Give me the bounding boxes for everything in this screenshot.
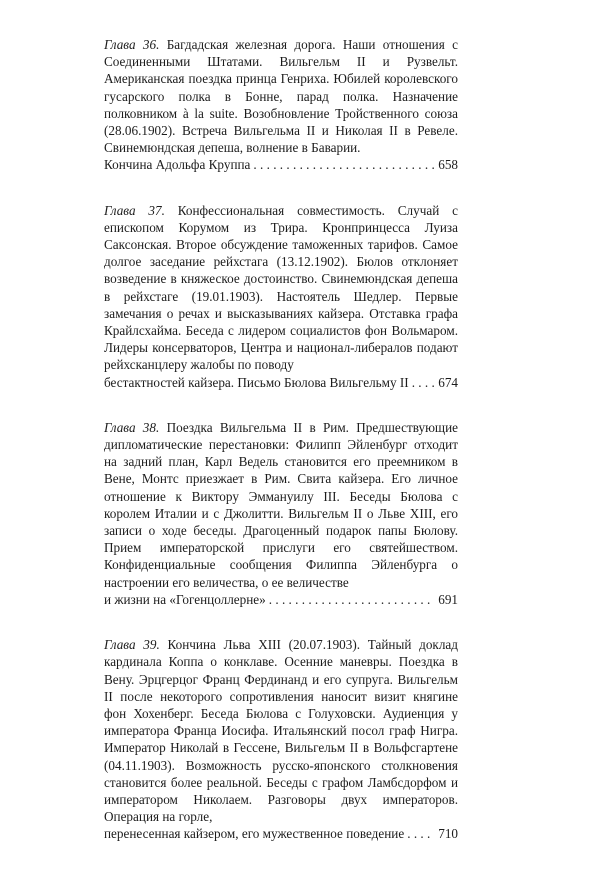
chapter-label: Глава 36. [104, 37, 160, 52]
chapter-label: Глава 38. [104, 419, 160, 435]
chapter-description-end: бестактностей кайзера. Письмо Бюлова Вильгельму II [104, 374, 409, 390]
toc-entry [104, 202, 458, 391]
toc-entry-body [104, 202, 458, 374]
dot-leader [250, 156, 434, 173]
chapter-description-end: и жизни на «Гогенцоллерне» [104, 591, 266, 607]
toc-entry-body [104, 36, 458, 156]
chapter-description-end: перенесенная кайзером, его мужественное поведение [104, 826, 405, 842]
toc-entry [104, 419, 458, 608]
chapter-description: Поездка Вильгельма II в Рим. Предшествующие дипломатические перестановки: Филипп Эйленбург отходит на задний план, Карл Ведель становится его преемником в Вене, Монтс приезжает в Рим. Свита кайзера. Его личное отношение к Виктору Эммануилу III. Беседы Бюлова с королем Италии и с Джолитти. Вильгельм II о Льве XIII, его записи о ходе беседы. Драгоценный подарок папы Бюлову. Прием императорской прислуги его святейшеством. Конфиденциальные сообщения Филиппа Эйленбурга о настроении его величества, о ее величестве [104, 419, 458, 590]
chapter-label: Глава 37. [104, 202, 165, 218]
toc-entry [104, 36, 458, 174]
toc-entry-last-line [104, 825, 458, 842]
dot-leader [404, 825, 434, 842]
dot-leader [266, 591, 434, 608]
chapter-description: Багдадская железная дорога. Наши отношения с Соединенными Штатами. Вильгельм II и Рузвельт. Американская поездка принца Генриха. Юбилей королевского гусарского полка в Бонне, парад полка. Назначение полковником à la suite. Возобновление Тройственного союза (28.06.1902). Встреча Вильгельма II и Николая II в Ревеле. Свинемюндская депеша, волнение в Баварии. [104, 37, 459, 156]
toc-entry-last-line [104, 591, 458, 608]
chapter-label: Глава 39. [104, 637, 160, 653]
page-number: 691 [438, 591, 458, 607]
chapter-description: Конфессиональная совместимость. Случай с епископом Корумом из Трира. Кронпринцесса Луиза Саксонская. Второе обсуждение таможенных тарифов. Самое долгое заседание рейхстага (13.12.1902). Бюлов отклоняет возведение в княжеское достоинство. Свинемюндская депеша в рейхстаге (19.01.1903). Настоятель Шедлер. Первые замечания о речах и высказываниях кайзера. Отставка графа Крайлсхайма. Беседа с лидером социалистов фон Вольмаром. Лидеры консерваторов, Центра и национал-либералов подают рейхсканцлеру жалобы по поводу [104, 202, 458, 373]
page-number: 674 [438, 374, 458, 390]
toc-entry-body [104, 419, 458, 591]
table-of-contents [104, 36, 458, 871]
chapter-description-end: Кончина Адольфа Круппа [104, 157, 251, 173]
toc-entry-body [104, 636, 458, 825]
toc-entry [104, 636, 458, 842]
page-number: 710 [438, 826, 458, 842]
page-number: 658 [438, 157, 458, 173]
toc-entry-last-line [104, 156, 458, 173]
dot-leader [409, 374, 435, 391]
toc-entry-last-line [104, 374, 458, 391]
chapter-description: Кончина Льва XIII (20.07.1903). Тайный доклад кардинала Коппа о конклаве. Осенние маневры. Поездка в Вену. Эрцгерцог Франц Фердинанд и его супруга. Вильгельм II после некоторого сопротивления наносит визит княгине фон Хохенберг. Беседа Бюлова с Голуховски. Аудиенция у императора Франца Иосифа. Итальянский посол граф Нигра. Император Николай в Гессене, Вильгельм II в Вольфсгартене (04.11.1903). Возможность русско-японского столкновения становится более реальной. Беседы с графом Ламбсдорфом и императором Николаем. Разговоры двух императоров. Операция на горле, [104, 637, 458, 825]
